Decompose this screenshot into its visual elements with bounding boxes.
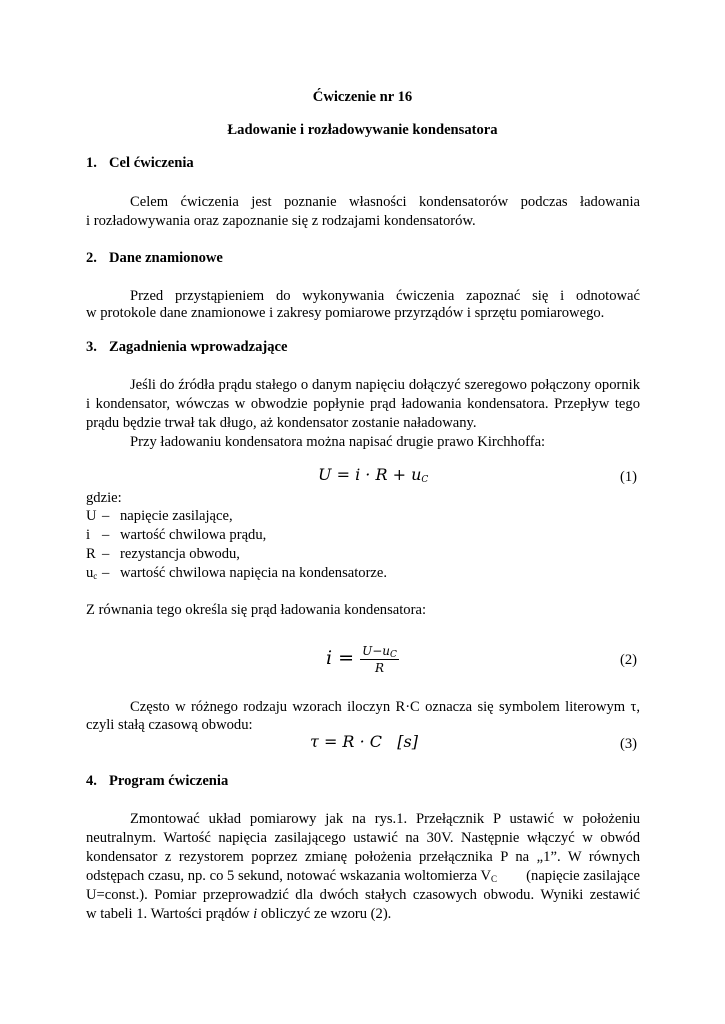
definition-text: rezystancja obwodu,	[120, 546, 240, 562]
definition-dash: –	[102, 527, 110, 543]
section-1-paragraph-line: i rozładowywania oraz zapoznanie się z rodzajami kondensatorów.	[86, 213, 476, 229]
section-2-paragraph-line: Przed przystąpieniem do wykonywania ćwiczenia zapoznać się i odnotować	[130, 288, 640, 304]
section-3-paragraph-line: Jeśli do źródła prądu stałego o danym napięciu dołączyć szeregowo połączony opornik	[130, 377, 640, 393]
definition-symbol: i	[86, 527, 91, 543]
definition-text: napięcie zasilające,	[120, 508, 233, 524]
equation-1-subscript: C	[421, 475, 429, 485]
section-3-number: 3.	[86, 339, 97, 355]
section-4-paragraph-line: U=const.). Pomiar przeprowadzić dla dwóch stałych czasowych obwodu. Wyniki zestawić	[86, 887, 640, 903]
definition-text: wartość chwilowa napięcia na kondensatorze.	[120, 565, 388, 581]
definitions-intro: gdzie:	[86, 490, 122, 506]
section-4-paragraph-line	[86, 905, 391, 923]
equation-3-number: (3)	[620, 736, 638, 752]
section-4-paragraph-line: kondensator z rezystorem poprzez zmianę położenia przełącznika P na „1”. W równych	[86, 849, 640, 865]
current-symbol: i	[253, 906, 258, 922]
section-1-paragraph-line: Celem ćwiczenia jest poznanie własności kondensatorów podczas ładowania	[130, 194, 640, 210]
section-4-number: 4.	[86, 773, 97, 789]
section-4-line4-text: odstępach czasu, np. co 5 sekund, notować wskazania woltomierza V	[86, 868, 491, 884]
equation-2-numerator	[360, 644, 399, 660]
section-1-number: 1.	[86, 155, 97, 171]
section-4-line6-text: w tabeli 1. Wartości prądów	[86, 906, 254, 922]
definition-dash: –	[102, 546, 110, 562]
equation-2	[326, 638, 399, 678]
section-4-paragraph-line: neutralnym. Wartość napięcia zasilającego ustawić na 30V. Następnie włączyć w obwód	[86, 830, 640, 846]
definition-symbol: R	[86, 546, 96, 562]
equation-2-fraction	[360, 644, 399, 675]
definition-symbol-base: u	[86, 565, 94, 581]
equation-2-number: (2)	[620, 652, 638, 668]
equation-3: τ = R · C [s]	[310, 732, 418, 751]
section-3-paragraph-line: czyli stałą czasową obwodu:	[86, 717, 253, 733]
definition-dash: –	[102, 565, 110, 581]
equation-2-numerator-text: U−u	[362, 643, 390, 658]
definition-symbol	[86, 564, 97, 582]
voltmeter-subscript: C	[490, 874, 497, 884]
section-3-paragraph-line: i kondensator, wówczas w obwodzie popłynie prąd ładowania kondensatora. Przepływ tego	[86, 396, 640, 412]
definition-text: wartość chwilowa prądu,	[120, 527, 267, 543]
document-title: Ćwiczenie nr 16	[312, 89, 413, 105]
equation-1-body: U = i · R + u	[318, 465, 422, 484]
section-1-heading: Cel ćwiczenia	[109, 155, 194, 171]
equation-1-number: (1)	[620, 469, 638, 485]
section-4-line4-part2: (napięcie zasilające	[526, 868, 640, 884]
section-3-paragraph-line: Przy ładowaniu kondensatora można napisać drugie prawo Kirchhoffa:	[130, 434, 546, 450]
section-4-line4-part1	[86, 867, 497, 885]
section-3-paragraph-line: Często w różnego rodzaju wzorach iloczyn R·C oznacza się symbolem literowym τ,	[130, 699, 640, 715]
definition-symbol-subscript: c	[93, 571, 98, 581]
section-2-paragraph-line: w protokole dane znamionowe i zakresy pomiarowe przyrządów i sprzętu pomiarowego.	[86, 305, 605, 321]
section-2-number: 2.	[86, 250, 97, 266]
section-3-paragraph-line: prądu będzie trwał tak długo, aż kondensator zostanie naładowany.	[86, 415, 477, 431]
section-3-heading: Zagadnienia wprowadzające	[109, 339, 288, 355]
section-4-line6-tail: obliczyć ze wzoru (2).	[257, 906, 392, 922]
section-2-heading: Dane znamionowe	[109, 250, 223, 266]
definition-symbol: U	[86, 508, 97, 524]
equation-2-numerator-subscript: C	[390, 649, 397, 660]
document-subtitle: Ładowanie i rozładowywanie kondensatora	[227, 122, 498, 138]
section-4-paragraph-line: Zmontować układ pomiarowy jak na rys.1. Przełącznik P ustawić w położeniu	[130, 811, 640, 827]
equation-2-denominator: R	[374, 660, 385, 675]
definition-dash: –	[102, 508, 110, 524]
equation-1	[318, 466, 428, 484]
equation-2-lhs: i =	[326, 647, 355, 669]
section-4-paragraph-line	[86, 867, 640, 885]
section-4-heading: Program ćwiczenia	[109, 773, 229, 789]
section-3-paragraph-line: Z równania tego określa się prąd ładowania kondensatora:	[86, 602, 426, 618]
